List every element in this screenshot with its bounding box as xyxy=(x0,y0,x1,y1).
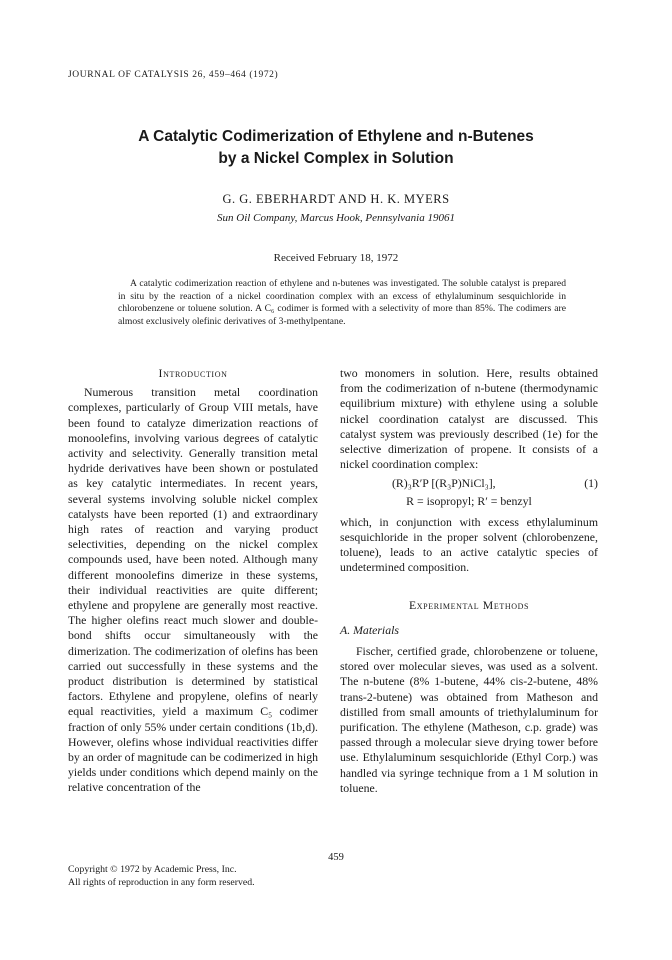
copyright-line: Copyright © 1972 by Academic Press, Inc. xyxy=(68,864,237,875)
materials-paragraph: Fischer, certified grade, chlorobenzene or toluene, stored over molecular sieves, was used as a solvent. The n-butene (8% 1-butene, 44% cis-2-butene, 48% trans-2-butene) was obtained from Matheson and distilled from small amounts of triethylaluminum for purification. The ethylene (Matheson, c.p. grade) was passed through a molecular sieve drying tower before use. Ethylaluminum sesquichloride (Ethyl Corp.) was handled via syringe technique from a 1 M solution in toluene. xyxy=(340,644,598,795)
intro-continued-paragraph: two monomers in solution. Here, results obtained from the codimerization of n-butene (thermodynamic equilibrium mixture) with ethylene using a soluble nickel coordination catalyst are discussed. This catalyst system was previously described (1e) for the selective dimerization of propene. It consists of a nickel coordination complex: xyxy=(340,366,598,472)
received-date: Received February 18, 1972 xyxy=(273,252,399,264)
formula-definition: R = isopropyl; R′ = benzyl xyxy=(406,493,532,508)
formula-block xyxy=(340,472,598,491)
page-number: 459 xyxy=(328,852,344,863)
materials-heading: A. Materials xyxy=(340,622,399,637)
left-column xyxy=(68,366,318,796)
introduction-heading: Introduction xyxy=(158,366,228,380)
title-line-1: A Catalytic Codimerization of Ethylene and n-Butenes xyxy=(138,128,534,145)
catalyst-paragraph: which, in conjunction with excess ethylaluminum sesquichloride in the proper solvent (chlorobenzene, toluene), leads to an active catalytic species of undetermined composition. xyxy=(340,514,598,575)
paper-title xyxy=(40,126,632,170)
authors: G. G. EBERHARDT AND H. K. MYERS xyxy=(222,192,450,206)
copyright-footer xyxy=(68,864,255,889)
title-line-2: by a Nickel Complex in Solution xyxy=(218,150,454,167)
journal-citation: JOURNAL OF CATALYSIS 26, 459–464 (1972) xyxy=(68,70,279,80)
experimental-methods-heading: Experimental Methods xyxy=(409,597,529,612)
formula-number: (1) xyxy=(584,476,598,491)
rights-line: All rights of reproduction in any form reserved. xyxy=(68,876,255,888)
introduction-paragraph: Numerous transition metal coordination complexes, particularly of Group VIII metals, have been found to catalyze dimerization reactions of monoolefins, involving various degrees of catalytic activity and selectivity. Generally transition metal hydride derivatives have been shown or postulated as key catalytic intermediates. In recent years, several systems involving soluble nickel complex catalysts have been reported (1) and extraordinary high rates of reaction and varying product selectivities, depending on the nickel complex compounds used, have been noted. Although many different monoolefins dimerize in these systems, their individual reactivities are quite different; ethylene and propylene are generally most reactive. The higher olefins react much slower and double-bond shifts occur simultaneously with the dimerization. The codimerization of olefins has been carried out successfully in these systems and the product distribution is determined by statistical factors. Ethylene and propylene, olefins of nearly equal reactivities, yield a maximum C₅ codimer fraction of only 55% under certain conditions (1b,d). However, olefins whose individual reactivities differ by an order of magnitude can be codimerized in high yields under conditions which depend mainly on the relative concentration of the xyxy=(68,385,318,795)
affiliation: Sun Oil Company, Marcus Hook, Pennsylvania 19061 xyxy=(217,212,455,224)
abstract: A catalytic codimerization reaction of ethylene and n-butenes was investigated. The soluble catalyst is prepared in situ by the reaction of a nickel coordination complex with an excess of ethylaluminum sesquichloride in chlorobenzene or toluene solution. A C₆ codimer is formed with a selectivity of more than 85%. The codimers are almost exclusively olefinic derivatives of 3-methylpentane. xyxy=(118,278,566,328)
right-column xyxy=(340,366,598,796)
formula: (R)₃R′P [(R₃P)NiCl₃], xyxy=(392,476,496,491)
